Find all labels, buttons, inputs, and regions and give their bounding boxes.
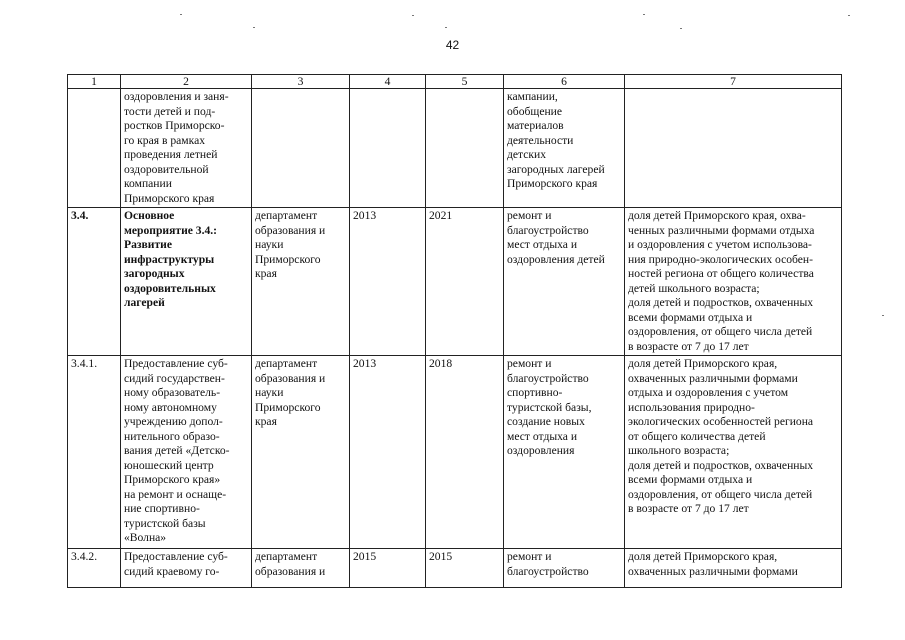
row-number-cell: 3.4.2.	[68, 549, 121, 588]
expected-result-cell: ремонт и благоустройство мест отдыха и оздоровления детей	[504, 208, 625, 356]
column-header: 2	[121, 75, 252, 89]
scan-speck	[848, 15, 850, 16]
indicator-cell: доля детей Приморского края, охваченных различными формами отдыха и оздоровления с учетом использования природно- экологических особенностей региона от общего количества детей школьного возраста; доля детей и подростков, охваченных всеми формами отдыха и оздоровления, от общего числа детей в возрасте от 7 до 17 лет	[625, 356, 842, 549]
column-header: 4	[350, 75, 426, 89]
executor-cell	[252, 89, 350, 208]
executor-cell: департамент образования и науки Приморского края	[252, 356, 350, 549]
scan-speck	[643, 14, 645, 15]
table-row	[68, 89, 842, 208]
row-number-cell: 3.4.	[68, 208, 121, 356]
scan-speck	[882, 315, 884, 316]
column-header: 5	[426, 75, 504, 89]
table-row	[68, 356, 842, 549]
column-header: 7	[625, 75, 842, 89]
start-year-cell	[350, 89, 426, 208]
program-measures-table	[67, 74, 842, 588]
end-year-cell	[426, 89, 504, 208]
measure-name-cell: Предоставление суб- сидий краевому го-	[121, 549, 252, 588]
measure-name-cell: Предоставление суб- сидий государствен- ному образователь- ному автономному учреждению допол- нительного образо- вания детей «Детско- юношеский центр Приморского края» на ремонт и оснаще- ние спортивно- туристской базы «Волна»	[121, 356, 252, 549]
row-number-cell	[68, 89, 121, 208]
row-number-cell: 3.4.1.	[68, 356, 121, 549]
end-year-cell: 2021	[426, 208, 504, 356]
column-header: 6	[504, 75, 625, 89]
indicator-cell: доля детей Приморского края, охваченных различными формами	[625, 549, 842, 588]
start-year-cell: 2013	[350, 356, 426, 549]
scan-speck	[412, 15, 414, 16]
table-row	[68, 208, 842, 356]
scan-speck	[680, 28, 682, 29]
page-number: 42	[445, 38, 460, 52]
scan-speck	[253, 27, 255, 28]
measure-name-cell: Основное мероприятие 3.4.: Развитие инфраструктуры загородных оздоровительных лагерей	[121, 208, 252, 356]
executor-cell: департамент образования и науки Приморского края	[252, 208, 350, 356]
table-row	[68, 549, 842, 588]
indicator-cell	[625, 89, 842, 208]
start-year-cell: 2015	[350, 549, 426, 588]
indicator-cell: доля детей Приморского края, охва- ченных различными формами отдыха и оздоровления с учетом использова- ния природно-экологических особен- ностей региона от общего количества детей школьного возраста; доля детей и подростков, охваченных всеми формами отдыха и оздоровления, от общего числа детей в возрасте от 7 до 17 лет	[625, 208, 842, 356]
end-year-cell: 2018	[426, 356, 504, 549]
executor-cell: департамент образования и	[252, 549, 350, 588]
expected-result-cell: ремонт и благоустройство	[504, 549, 625, 588]
expected-result-cell: ремонт и благоустройство спортивно- туристской базы, создание новых мест отдыха и оздоровления	[504, 356, 625, 549]
column-header: 1	[68, 75, 121, 89]
scan-speck	[180, 14, 182, 15]
start-year-cell: 2013	[350, 208, 426, 356]
scan-speck	[445, 27, 447, 28]
end-year-cell: 2015	[426, 549, 504, 588]
expected-result-cell: кампании, обобщение материалов деятельности детских загородных лагерей Приморского края	[504, 89, 625, 208]
table-header-row	[68, 75, 842, 89]
column-header: 3	[252, 75, 350, 89]
measure-name-cell: оздоровления и заня- тости детей и под- ростков Приморско- го края в рамках проведения летней оздоровительной компании Приморского края	[121, 89, 252, 208]
